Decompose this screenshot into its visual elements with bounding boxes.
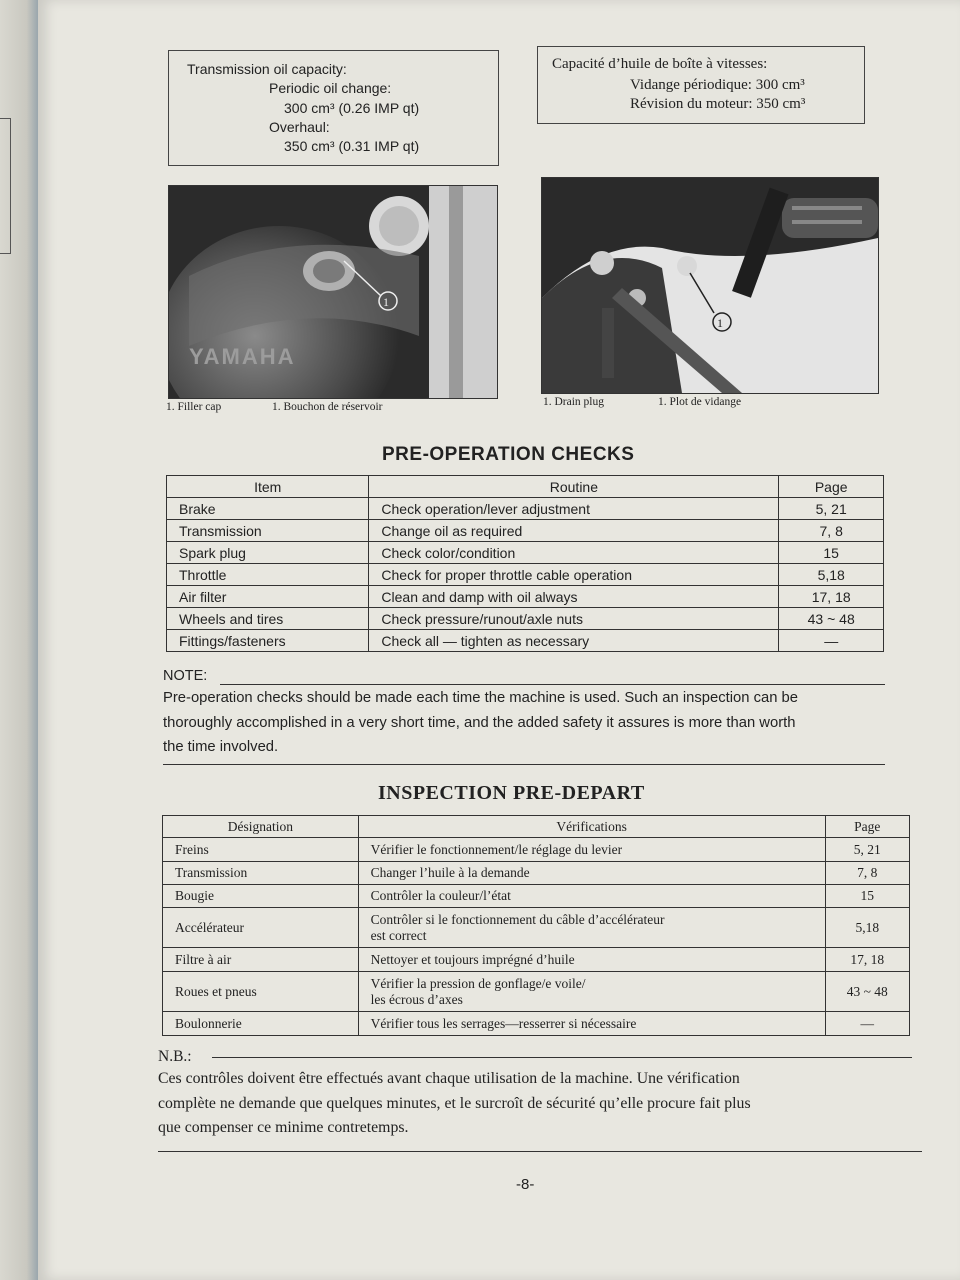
col-header-page: Page bbox=[825, 816, 909, 838]
designation-cell: Boulonnerie bbox=[163, 1012, 359, 1036]
note-text bbox=[163, 686, 903, 760]
routine-cell: Change oil as required bbox=[369, 520, 779, 542]
drain-plug-photo bbox=[541, 177, 879, 394]
overhaul-label: Overhaul: bbox=[269, 119, 330, 135]
table-header-row bbox=[167, 476, 884, 498]
inspection-pre-depart-title: INSPECTION PRE-DEPART bbox=[378, 782, 645, 804]
note-line: thoroughly accomplished in a very short time, and the added safety it assures is more than worth bbox=[163, 714, 796, 731]
designation-cell: Bougie bbox=[163, 885, 359, 908]
note-end-rule bbox=[163, 764, 885, 765]
designation-cell: Accélérateur bbox=[163, 908, 359, 948]
col-header-designation: Désignation bbox=[163, 816, 359, 838]
table-row bbox=[167, 586, 884, 608]
routine-cell: Check color/condition bbox=[369, 542, 779, 564]
table-row bbox=[163, 1012, 910, 1036]
note-label: NOTE: bbox=[163, 668, 208, 684]
page-cell: 17, 18 bbox=[825, 948, 909, 972]
table-row bbox=[167, 564, 884, 586]
designation-cell: Filtre à air bbox=[163, 948, 359, 972]
col-header-routine: Routine bbox=[369, 476, 779, 498]
page-cell: 5,18 bbox=[779, 564, 884, 586]
page-cell: 43 ~ 48 bbox=[825, 972, 909, 1012]
page-cell: 5, 21 bbox=[825, 838, 909, 862]
designation-cell: Freins bbox=[163, 838, 359, 862]
page-cell: 15 bbox=[779, 542, 884, 564]
item-cell: Spark plug bbox=[167, 542, 369, 564]
capacity-title: Transmission oil capacity: bbox=[187, 61, 347, 77]
page-cell: 7, 8 bbox=[825, 862, 909, 885]
table-header-row bbox=[163, 816, 910, 838]
table-row bbox=[163, 885, 910, 908]
table-row bbox=[163, 838, 910, 862]
verification-cell bbox=[358, 948, 825, 972]
capacity-title-fr: Capacité d’huile de boîte à vitesses: bbox=[552, 56, 768, 72]
table-row bbox=[167, 608, 884, 630]
table-row bbox=[167, 498, 884, 520]
nb-text bbox=[158, 1067, 918, 1141]
page-cell: — bbox=[779, 630, 884, 652]
periodic-value: 300 cm³ (0.26 IMP qt) bbox=[284, 100, 420, 116]
table-row bbox=[167, 630, 884, 652]
item-cell: Air filter bbox=[167, 586, 369, 608]
note-rule bbox=[220, 684, 885, 685]
table-row bbox=[167, 542, 884, 564]
verification-line: Changer l’huile à la demande bbox=[370, 865, 530, 880]
filler-cap-caption-fr: 1. Bouchon de réservoir bbox=[272, 401, 383, 413]
routine-cell: Check pressure/runout/axle nuts bbox=[369, 608, 779, 630]
verification-cell bbox=[358, 972, 825, 1012]
verification-line: Vérifier tous les serrages—resserrer si nécessaire bbox=[370, 1015, 637, 1031]
verification-line: les écrous d’axes bbox=[370, 991, 463, 1007]
verification-cell bbox=[358, 838, 825, 862]
inspection-pre-depart-table bbox=[162, 815, 910, 1036]
verification-cell bbox=[358, 1012, 825, 1036]
nb-line: complète ne demande que quelques minutes, et le surcroît de sécurité qu’elle procure fait plus bbox=[158, 1094, 751, 1112]
drain-plug-illustration bbox=[542, 178, 878, 393]
verification-line: Vérifier le fonctionnement/le réglage du levier bbox=[370, 841, 623, 857]
overhaul-fr: Révision du moteur: 350 cm³ bbox=[630, 96, 806, 112]
filler-cap-photo bbox=[168, 185, 498, 399]
routine-cell: Clean and damp with oil always bbox=[369, 586, 779, 608]
col-header-page: Page bbox=[779, 476, 884, 498]
verification-cell bbox=[358, 862, 825, 885]
note-line: the time involved. bbox=[163, 739, 279, 755]
item-cell: Throttle bbox=[167, 564, 369, 586]
filler-cap-caption-en: 1. Filler cap bbox=[166, 401, 222, 413]
svg-text:YAMAHA: YAMAHA bbox=[189, 344, 296, 369]
pre-operation-checks-table bbox=[166, 475, 884, 652]
page-cell: 43 ~ 48 bbox=[779, 608, 884, 630]
verification-cell bbox=[358, 885, 825, 908]
table-row bbox=[163, 908, 910, 948]
verification-line: Contrôler si le fonctionnement du câble d’accélérateur bbox=[370, 911, 665, 927]
verification-cell bbox=[358, 908, 825, 948]
table-row bbox=[167, 520, 884, 542]
nb-end-rule bbox=[158, 1151, 922, 1152]
filler-cap-callout: 1 bbox=[383, 295, 389, 309]
nb-line: que compenser ce minime contretemps. bbox=[158, 1119, 409, 1136]
verification-line: Nettoyer et toujours imprégné d’huile bbox=[370, 951, 575, 967]
overhaul-value: 350 cm³ (0.31 IMP qt) bbox=[284, 138, 420, 154]
drain-plug-callout: 1 bbox=[717, 316, 723, 330]
page-cell: 5, 21 bbox=[779, 498, 884, 520]
page-cell: 17, 18 bbox=[779, 586, 884, 608]
pre-operation-checks-title: PRE-OPERATION CHECKS bbox=[382, 444, 635, 465]
page-cell: — bbox=[825, 1012, 909, 1036]
page-cell: 7, 8 bbox=[779, 520, 884, 542]
periodic-fr: Vidange périodique: 300 cm³ bbox=[630, 77, 805, 93]
routine-cell: Check all — tighten as necessary bbox=[369, 630, 779, 652]
item-cell: Wheels and tires bbox=[167, 608, 369, 630]
note-line: Pre-operation checks should be made each time the machine is used. Such an inspection can be bbox=[163, 690, 799, 706]
item-cell: Brake bbox=[167, 498, 369, 520]
item-cell: Transmission bbox=[167, 520, 369, 542]
page-number: -8- bbox=[516, 1176, 535, 1193]
periodic-label: Periodic oil change: bbox=[269, 80, 392, 96]
designation-cell: Transmission bbox=[163, 862, 359, 885]
routine-cell: Check for proper throttle cable operation bbox=[369, 564, 779, 586]
item-cell: Fittings/fasteners bbox=[167, 630, 369, 652]
capacity-box-fr bbox=[537, 46, 865, 124]
table-row bbox=[163, 972, 910, 1012]
drain-plug-caption-en: 1. Drain plug bbox=[543, 396, 605, 408]
verification-line: Contrôler la couleur/l’état bbox=[370, 888, 511, 903]
engine-cover-illustration bbox=[169, 186, 497, 398]
adjacent-page-edge bbox=[0, 0, 38, 1280]
verification-line: Vérifier la pression de gonflage/e voile/ bbox=[370, 975, 586, 991]
designation-cell: Roues et pneus bbox=[163, 972, 359, 1012]
table-row bbox=[163, 948, 910, 972]
verification-line: est correct bbox=[370, 927, 427, 943]
table-row bbox=[163, 862, 910, 885]
nb-label: N.B.: bbox=[158, 1048, 192, 1065]
nb-rule bbox=[212, 1057, 912, 1058]
page-cell: 5,18 bbox=[825, 908, 909, 948]
page-cell: 15 bbox=[825, 885, 909, 908]
drain-plug-caption-fr: 1. Plot de vidange bbox=[658, 396, 742, 408]
col-header-verifications: Vérifications bbox=[358, 816, 825, 838]
col-header-item: Item bbox=[167, 476, 369, 498]
page-tab-notch bbox=[0, 118, 11, 254]
routine-cell: Check operation/lever adjustment bbox=[369, 498, 779, 520]
nb-line: Ces contrôles doivent être effectués avant chaque utilisation de la machine. Une vérification bbox=[158, 1070, 740, 1087]
capacity-box-en bbox=[168, 50, 499, 166]
